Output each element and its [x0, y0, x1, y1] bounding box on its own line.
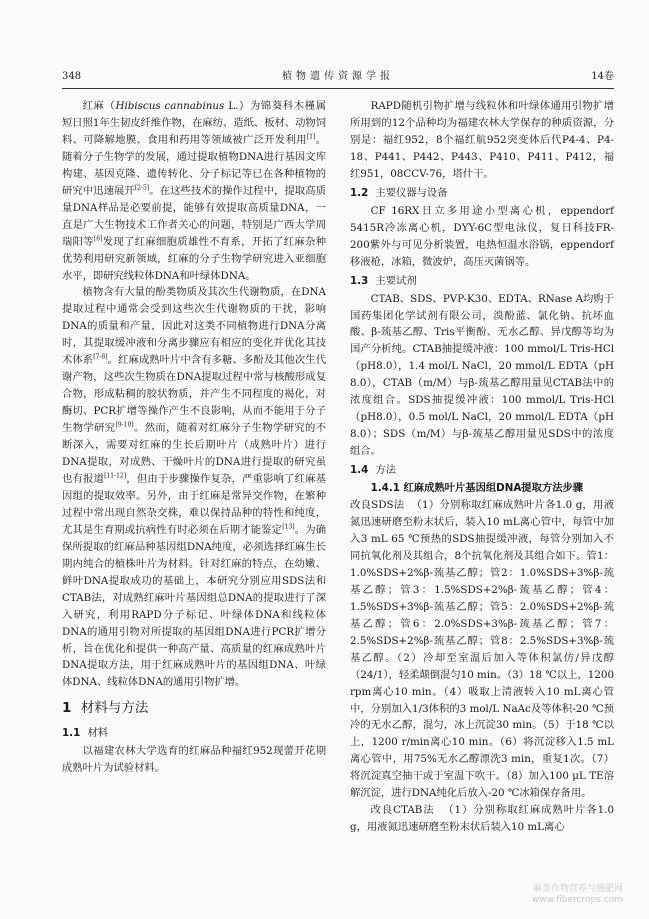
intro-paragraph-1: 红麻（Hibiscus cannabinus L.）为锦葵科木槿属短日照1年生韧皮纤维作物，在麻纺、造纸、板材、动物饲料、可降解地膜、食用和药用等领域被广泛开发利用[1]。随着分子生物学的发展，通过提取植物DNA进行基因文库构建、基因克隆、遗传转化、分子标记等已在各种植物的研究中迅速展开[2-5]。在这些技术的操作过程中，提取高质量DNA样品是必要前提，能够有效提取高质量DNA，一直是广大生物技术工作者关心的问题，特别是广西大学周瑞阳等[6]发现了红麻细胞质雄性不育系，开拓了红麻杂种优势利用研究新领域，红麻的分子生物学研究进入亚细胞水平，即研究线粒体DNA和叶绿体DNA。 [62, 100, 327, 282]
header-rule [62, 88, 614, 89]
right-column [350, 98, 614, 836]
materials-paragraph-2: RAPD随机引物扩增与线粒体和叶绿体通用引物扩增所用到的12个品种均为福建农林大学保存的种质资源，分别是：福红952，8个福红航952突变体后代P4-4、P4-18、P441、P442、P443、P410、P411、P412，福红951，08CCV-76，塔什干。 [350, 100, 614, 180]
citation: [6] [93, 235, 103, 243]
citation: [11-12] [104, 472, 127, 480]
equipment-paragraph: CF 16RX日立多用途小型离心机，eppendorf 5415R冷冻离心机，DYY-6C型电泳仪，复日科技FR-200紫外与可见分析装置，电热恒温水浴锅，eppendorf移液枪，冰箱，微波炉，高压灭菌锅等。 [350, 204, 614, 268]
left-column [62, 98, 326, 777]
intro-paragraph-2: 植物含有大量的酚类物质及其次生代谢物质，在DNA提取过程中通常会受到这些次生代谢物质的干扰，影响DNA的质量和产量，因此对这类不同植物进行DNA分离时，其提取缓冲液和分离步骤应有相应的变化并优化其技术体系[7-8]。红麻成熟叶片中含有多糖、多酚及其他次生代谢产物，这些次生物质在DNA提取过程中常与核酸形成复合物，形成粘稠的胶状物质，并产生不同程度的褐化，对酶切、PCR扩增等操作产生不良影响，从而不能用于分子生物学研究[9-10]。然而，随着对红麻分子生物学研究的不断深入，需要对红麻的生长后期叶片（成熟叶片）进行DNA提取，对成熟、干燥叶片的DNA进行提取的研究虽也有报道[11-12]，但由于步骤操作复杂，严重影响了红麻基因组的提取效率。另外，由于红麻是常异交作物，在繁种过程中常出现自然杂交株，难以保持品种的特性和纯度，尤其是生育期或抗病性有时必须在后期才能鉴定[13]。为确保所提取的红麻品种基因组DNA纯度，必须选择红麻生长期内纯合的植株叶片为材料。针对红麻的特点，在幼嫩、鲜叶DNA提取成功的基础上，本研究分别应用SDS法和CTAB法，对成熟红麻叶片基因组总DNA的提取进行了深入研究，利用RAPD分子标记、叶绿体DNA和线粒体DNA的通用引物对所提取的基因组DNA进行PCR扩增分析，旨在优化和提供一种高产量、高质量的红麻成熟叶片DNA提取方法，用于红麻成熟叶片的基因组DNA、叶绿体DNA、线粒体DNA的通用引物扩增。 [62, 286, 327, 689]
ctab-method-paragraph: 改良CTAB法 （1）分别称取红麻成熟叶片各1.0 g，用液氮迅速研磨至粉末状后装入10 mL离心 [350, 804, 614, 834]
watermark: 麻类作物营养与施肥网 www.fibercrops.com [532, 884, 623, 905]
citation: [13] [282, 523, 295, 531]
citation: [9-10] [115, 421, 134, 429]
sds-method-paragraph: 1.4.1 红麻成熟叶片基因组DNA提取方法步骤 改良SDS法 （1）分别称取红麻成熟叶片各1.0 g，用液氮迅速研磨至粉末状后，装入10 mL离心管中，每管中加入3 mL 65 ℃预热的SDS抽提缓冲液，每管分别加入不同抗氧化剂及其组合，8个抗氧化剂及其组合如下。管1：1.0%SDS+2%β-巯基乙醇；管2：1.0%SDS+3%β-巯基乙醇；管3：1.5%SDS+2%β-巯基乙醇；管4：1.5%SDS+3%β-巯基乙醇；管5：2.0%SDS+2%β-巯基乙醇；管6：2.0%SDS+3%β-巯基乙醇；管7：2.5%SDS+2%β-巯基乙醇；管8：2.5%SDS+3%β-巯基乙醇。（2）冷却至室温后加入等体积氯仿/异戊醇（24/1），轻柔颠倒混匀10 min。（3）18 ℃以上，1200 rpm离心10 min。（4）吸取上清液转入10 mL离心管中，分别加入1/3体积的3 mol/L NaAc及等体积-20 ℃预冷的无水乙醇，混匀，冰上沉淀30 min。（5）于18 ℃以上，1200 r/min离心10 min。（6）将沉淀移入1.5 mL离心管中，用75%无水乙醇漂洗3 min，重复1次。（7）将沉淀真空抽干或于室温下吹干。（8）加入100 μL TE溶解沉淀，进行DNA纯化后放入-20 ℃冰箱保存备用。 [350, 482, 615, 800]
citation: [2-5] [134, 184, 150, 192]
section-heading-1: 1 材料与方法 [62, 700, 149, 717]
journal-title: 植物遗传资源学报 [282, 71, 394, 82]
materials-paragraph: 以福建农林大学选育的红麻品种福红952现蕾开花期成熟叶片为试验材料。 [62, 745, 326, 775]
section-heading-1-4: 1.4 方法 [350, 464, 397, 477]
volume-label: 14卷 [591, 71, 614, 82]
method-lead: 改良SDS法 [350, 499, 405, 512]
method-lead: 改良CTAB法 [370, 804, 435, 817]
citation: [1] [306, 133, 316, 141]
section-heading-1-2: 1.2 主要仪器与设备 [350, 186, 448, 199]
page-number: 348 [62, 71, 82, 82]
running-header [62, 68, 614, 86]
latin-name: Hibiscus cannabinus [115, 100, 225, 112]
reagents-paragraph: CTAB、SDS、PVP-K30、EDTA、RNase A均购于国药集团化学试剂有限公司，溴酚蓝、氯化钠、抗坏血酸、β-巯基乙醇、Tris平衡酚、无水乙醇、异戊醇等均为国产分析纯。CTAB抽提缓冲液：100 mmol/L Tris-HCl（pH8.0），1.4 mol/L NaCl，20 mmol/L EDTA（pH 8.0），CTAB（m/M）与β-巯基乙醇用量见CTAB法中的浓度组合。SDS抽提缓冲液：100 mmol/L Tris-HCl（pH8.0），0.5 mol/L NaCl，20 mmol/L EDTA（pH 8.0）；SDS（m/M）与β-巯基乙醇用量见SDS中的浓度组合。 [350, 292, 614, 458]
citation: [7-8] [93, 353, 108, 361]
subsection-heading-1-4-1: 1.4.1 红麻成熟叶片基因组DNA提取方法步骤 [370, 482, 584, 495]
section-heading-1-1: 1.1 材料 [62, 727, 109, 740]
section-heading-1-3: 1.3 主要试剂 [350, 274, 417, 287]
